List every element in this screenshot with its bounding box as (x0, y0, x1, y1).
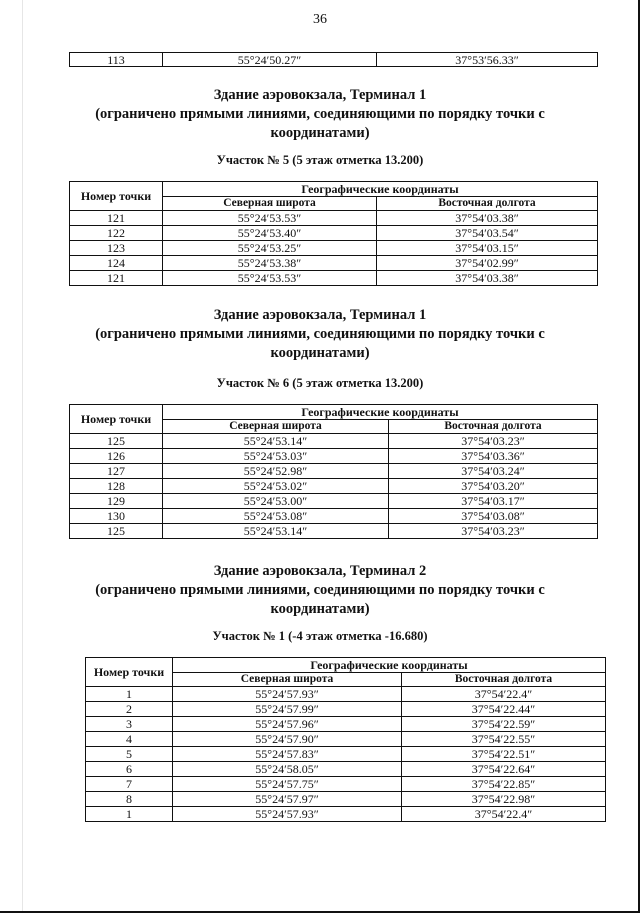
point-number-cell: 125 (70, 434, 163, 449)
section-subtitle: Участок № 6 (5 этаж отметка 13.200) (216, 376, 424, 390)
longitude-cell: 37°54′22.44″ (402, 702, 606, 717)
table-row (70, 241, 598, 256)
table-row (86, 762, 606, 777)
latitude-cell: 55°24′53.08″ (163, 509, 389, 524)
longitude-cell: 37°54′22.64″ (402, 762, 606, 777)
longitude-cell: 37°54′22.55″ (402, 732, 606, 747)
title-line: (ограничено прямыми линиями, соединяющими по порядку точки с (95, 582, 545, 598)
column-header-lon: Восточная долгота (402, 673, 606, 687)
table-row (70, 479, 598, 494)
latitude-cell: 55°24′57.96″ (173, 717, 402, 732)
table-header-row (86, 658, 606, 673)
title-line: координатами) (270, 125, 370, 141)
latitude-cell: 55°24′53.53″ (163, 211, 377, 226)
longitude-cell: 37°54′22.59″ (402, 717, 606, 732)
table-row (86, 732, 606, 747)
longitude-cell: 37°54′22.98″ (402, 792, 606, 807)
title-line: координатами) (270, 601, 370, 617)
column-header-point: Номер точки (86, 658, 173, 687)
latitude-cell: 55°24′53.03″ (163, 449, 389, 464)
longitude-cell: 37°54′22.4″ (402, 807, 606, 822)
point-number-cell: 113 (70, 53, 163, 67)
table-row (86, 792, 606, 807)
latitude-cell: 55°24′52.98″ (163, 464, 389, 479)
section-title (0, 86, 640, 143)
column-header-geo: Географические координаты (163, 405, 598, 420)
coordinates-table (69, 404, 598, 539)
table-row (70, 494, 598, 509)
longitude-cell: 37°54′03.24″ (389, 464, 598, 479)
table-header-row (70, 405, 598, 420)
table-row (86, 747, 606, 762)
point-number-cell: 123 (70, 241, 163, 256)
title-line: координатами) (270, 345, 370, 361)
column-header-lon: Восточная долгота (389, 420, 598, 434)
table-row (70, 464, 598, 479)
point-number-cell: 6 (86, 762, 173, 777)
latitude-cell: 55°24′53.00″ (163, 494, 389, 509)
point-number-cell: 128 (70, 479, 163, 494)
coordinates-table (85, 657, 606, 822)
point-number-cell: 7 (86, 777, 173, 792)
table-row (86, 717, 606, 732)
point-number-cell: 125 (70, 524, 163, 539)
column-header-geo: Географические координаты (163, 182, 598, 197)
point-number-cell: 5 (86, 747, 173, 762)
section-subtitle: Участок № 1 (-4 этаж отметка -16.680) (212, 629, 428, 643)
latitude-cell: 55°24′53.14″ (163, 524, 389, 539)
latitude-cell: 55°24′50.27″ (163, 53, 377, 67)
longitude-cell: 37°54′03.20″ (389, 479, 598, 494)
latitude-cell: 55°24′57.83″ (173, 747, 402, 762)
latitude-cell: 55°24′58.05″ (173, 762, 402, 777)
point-number-cell: 127 (70, 464, 163, 479)
title-line: (ограничено прямыми линиями, соединяющими по порядку точки с (95, 326, 545, 342)
point-number-cell: 4 (86, 732, 173, 747)
longitude-cell: 37°54′02.99″ (377, 256, 598, 271)
point-number-cell: 122 (70, 226, 163, 241)
latitude-cell: 55°24′57.90″ (173, 732, 402, 747)
latitude-cell: 55°24′57.93″ (173, 687, 402, 702)
longitude-cell: 37°54′03.23″ (389, 524, 598, 539)
point-number-cell: 3 (86, 717, 173, 732)
column-header-lon: Восточная долгота (377, 197, 598, 211)
table-row (86, 777, 606, 792)
longitude-cell: 37°54′03.15″ (377, 241, 598, 256)
column-header-point: Номер точки (70, 182, 163, 211)
coordinates-table (69, 181, 598, 286)
section-title (0, 306, 640, 363)
latitude-cell: 55°24′53.14″ (163, 434, 389, 449)
point-number-cell: 124 (70, 256, 163, 271)
table-row (70, 524, 598, 539)
title-line: (ограничено прямыми линиями, соединяющими по порядку точки с (95, 106, 545, 122)
title-line: Здание аэровокзала, Терминал 2 (213, 563, 427, 579)
latitude-cell: 55°24′57.75″ (173, 777, 402, 792)
point-number-cell: 2 (86, 702, 173, 717)
longitude-cell: 37°54′03.38″ (377, 271, 598, 286)
title-line: Здание аэровокзала, Терминал 1 (213, 87, 427, 103)
longitude-cell: 37°54′03.23″ (389, 434, 598, 449)
longitude-cell: 37°54′03.08″ (389, 509, 598, 524)
continuation-table (69, 52, 598, 67)
table-header-row (70, 182, 598, 197)
page-number: 36 (313, 12, 327, 27)
longitude-cell: 37°54′22.51″ (402, 747, 606, 762)
longitude-cell: 37°54′03.54″ (377, 226, 598, 241)
column-header-lat: Северная широта (163, 197, 377, 211)
table-row (86, 807, 606, 822)
table-row (70, 256, 598, 271)
latitude-cell: 55°24′53.25″ (163, 241, 377, 256)
point-number-cell: 126 (70, 449, 163, 464)
table-row (70, 271, 598, 286)
longitude-cell: 37°54′03.17″ (389, 494, 598, 509)
longitude-cell: 37°53′56.33″ (377, 53, 598, 67)
latitude-cell: 55°24′53.38″ (163, 256, 377, 271)
point-number-cell: 1 (86, 687, 173, 702)
section-subtitle: Участок № 5 (5 этаж отметка 13.200) (216, 153, 424, 167)
column-header-lat: Северная широта (173, 673, 402, 687)
column-header-lat: Северная широта (163, 420, 389, 434)
table-row (86, 687, 606, 702)
table-row (86, 702, 606, 717)
longitude-cell: 37°54′03.36″ (389, 449, 598, 464)
table-row (70, 226, 598, 241)
latitude-cell: 55°24′57.97″ (173, 792, 402, 807)
latitude-cell: 55°24′57.99″ (173, 702, 402, 717)
table-row (70, 211, 598, 226)
point-number-cell: 121 (70, 211, 163, 226)
point-number-cell: 1 (86, 807, 173, 822)
title-line: Здание аэровокзала, Терминал 1 (213, 307, 427, 323)
latitude-cell: 55°24′53.02″ (163, 479, 389, 494)
table-row (70, 449, 598, 464)
longitude-cell: 37°54′22.4″ (402, 687, 606, 702)
latitude-cell: 55°24′53.40″ (163, 226, 377, 241)
longitude-cell: 37°54′22.85″ (402, 777, 606, 792)
section-title (0, 562, 640, 619)
column-header-point: Номер точки (70, 405, 163, 434)
point-number-cell: 130 (70, 509, 163, 524)
table-row (70, 53, 598, 67)
longitude-cell: 37°54′03.38″ (377, 211, 598, 226)
table-row (70, 509, 598, 524)
point-number-cell: 129 (70, 494, 163, 509)
latitude-cell: 55°24′53.53″ (163, 271, 377, 286)
column-header-geo: Географические координаты (173, 658, 606, 673)
table-row (70, 434, 598, 449)
latitude-cell: 55°24′57.93″ (173, 807, 402, 822)
point-number-cell: 121 (70, 271, 163, 286)
point-number-cell: 8 (86, 792, 173, 807)
